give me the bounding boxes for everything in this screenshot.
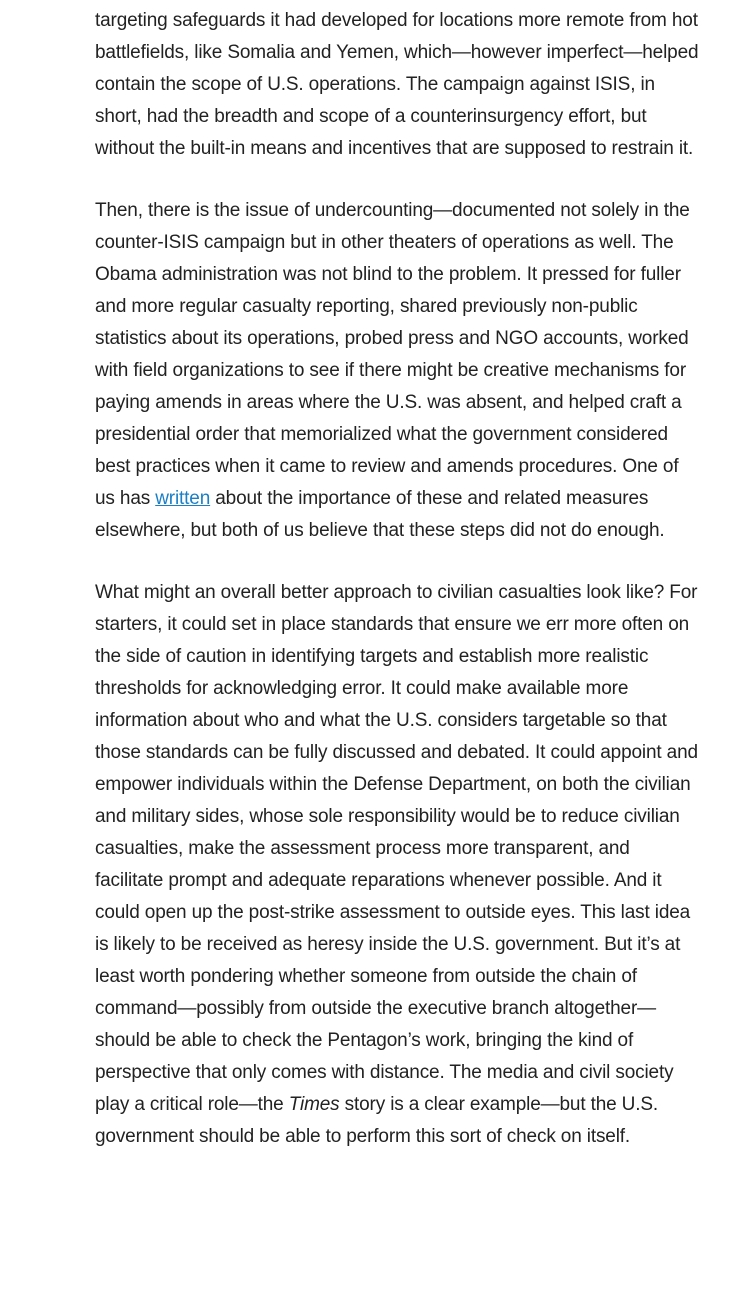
- paragraph-3: [95, 577, 700, 1153]
- paragraph-1: [95, 5, 700, 165]
- article-body: [95, 5, 700, 1183]
- paragraph-2-text-after: about the importance of these and related measures elsewhere, but both of us believe that these steps did not do enough.: [95, 488, 665, 541]
- times-emphasis: Times: [288, 1094, 340, 1115]
- written-link[interactable]: written: [155, 488, 211, 509]
- paragraph-3-text-after: story is a clear example—but the U.S. government should be able to perform this sort of check on itself.: [95, 1094, 659, 1147]
- paragraph-2-text-before: Then, there is the issue of undercounting—documented not solely in the counter-ISIS campaign but in other theaters of operations as well. The Obama administration was not blind to the problem. It pressed for fuller and more regular casualty reporting, shared previously non-public statistics about its operations, probed press and NGO accounts, worked with field organizations to see if there might be creative mechanisms for paying amends in areas where the U.S. was absent, and helped craft a presidential order that memorialized what the government considered best practices when it came to review and amends procedures. One of us has: [95, 200, 690, 509]
- paragraph-1-text: targeting safeguards it had developed for locations more remote from hot battlefields, like Somalia and Yemen, which—however imperfect—helped contain the scope of U.S. operations. The campaign against ISIS, in short, had the breadth and scope of a counterinsurgency effort, but without the built-in means and incentives that are supposed to restrain it.: [95, 10, 699, 159]
- paragraph-3-text-before: What might an overall better approach to civilian casualties look like? For starters, it could set in place standards that ensure we err more often on the side of caution in identifying targets and establish more realistic thresholds for acknowledging error. It could make available more information about who and what the U.S. considers targetable so that those standards can be fully discussed and debated. It could appoint and empower individuals within the Defense Department, on both the civilian and military sides, whose sole responsibility would be to reduce civilian casualties, make the assessment process more transparent, and facilitate prompt and adequate reparations whenever possible. And it could open up the post-strike assessment to outside eyes. This last idea is likely to be received as heresy inside the U.S. government. But it’s at least worth pondering whether someone from outside the chain of command—possibly from outside the executive branch altogether—should be able to check the Pentagon’s work, bringing the kind of perspective that only comes with distance. The media and civil society play a critical role—the: [95, 582, 698, 1115]
- paragraph-2: [95, 195, 700, 547]
